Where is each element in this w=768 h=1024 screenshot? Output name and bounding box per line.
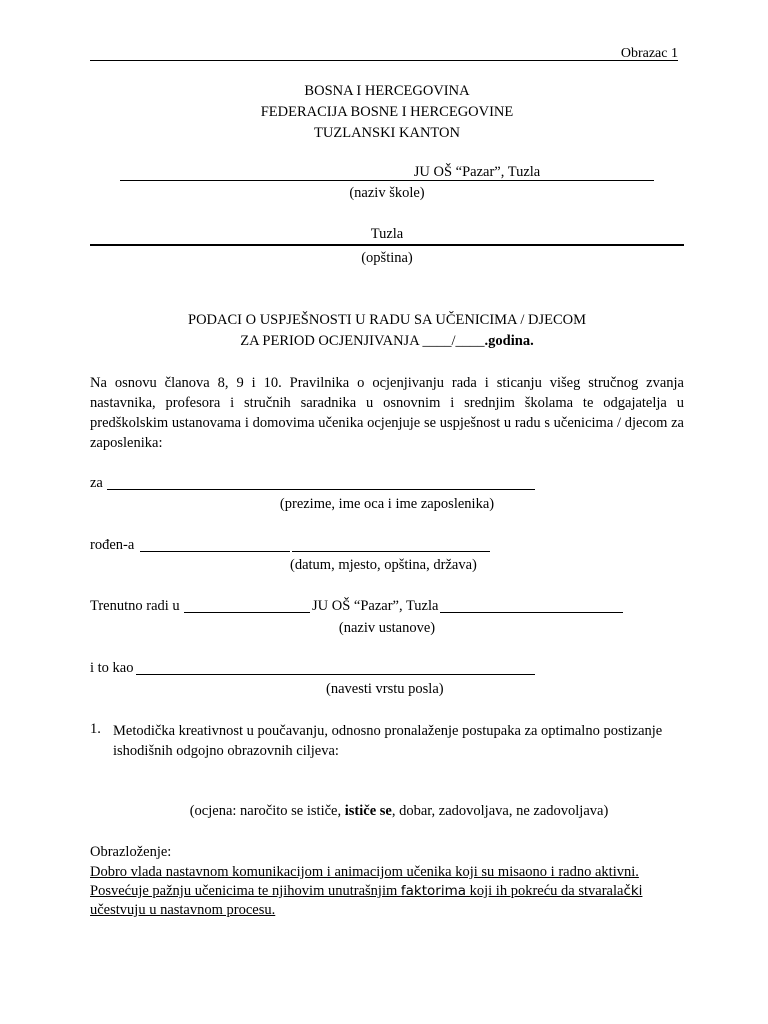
position-caption: (navesti vrstu posla)	[326, 681, 444, 697]
workplace-caption: (naziv ustanove)	[338, 620, 436, 636]
justification-label: Obrazloženje:	[90, 844, 172, 860]
header-canton: TUZLANSKI KANTON	[314, 125, 460, 141]
school-value	[120, 164, 768, 181]
justification-line-2b: faktorima	[400, 883, 466, 899]
rating-selected: ističe se	[344, 803, 392, 819]
document-title	[90, 310, 684, 352]
municipality-caption: (opština)	[361, 250, 413, 266]
header-country: BOSNA I HERCEGOVINA	[304, 83, 470, 99]
intro-paragraph: Na osnovu članova 8, 9 i 10. Pravilnika o ocjenjivanju rada i sticanju višeg stručnog zvanja nastavnika, profesora i stručnih saradnika u osnovnim i srednjim školama te odgajatelja u predškolskim ustanovama i domovima učenika ocjenjuje se uspješnost u radu s učenicima / djecom za zaposlenika:	[90, 375, 684, 451]
birth-date-field[interactable]	[140, 551, 290, 552]
municipality-value: Tuzla	[370, 226, 404, 242]
employee-caption: (prezime, ime oca i ime zaposlenika)	[279, 496, 495, 512]
justification-line-3: učestvuju u nastavnom procesu.	[90, 902, 276, 918]
workplace-label: Trenutno radi u	[90, 598, 180, 614]
school-name: JU OŠ “Pazar”, Tuzla	[413, 164, 541, 180]
rating-suffix: , dobar, zadovoljava, ne zadovoljava)	[391, 803, 609, 819]
justification-line-2d: čki	[623, 883, 643, 899]
employee-name-field[interactable]	[107, 489, 535, 490]
justification-line-2a: Posvećuje pažnju učenicima te njihovim unutrašnjim	[90, 883, 401, 899]
title-year-suffix: .godina.	[484, 333, 534, 349]
header-federation: FEDERACIJA BOSNE I HERCEGOVINE	[260, 104, 514, 120]
birth-label: rođen-a	[90, 537, 135, 553]
justification-text	[90, 863, 710, 920]
top-rule	[90, 60, 678, 61]
rating-prefix: (ocjena: naročito se ističe,	[189, 803, 345, 819]
birth-caption: (datum, mjesto, opština, država)	[290, 557, 477, 573]
justification-line-2c: koji ih pokreću da stvarala	[466, 883, 624, 899]
header-block	[90, 81, 684, 144]
title-line-1: PODACI O USPJEŠNOSTI U RADU SA UČENICIMA / DJECOM	[188, 312, 586, 328]
title-period: ZA PERIOD OCJENJIVANJA ____/____	[240, 333, 485, 349]
municipality-line	[90, 244, 684, 246]
rating-line	[90, 803, 708, 820]
position-field[interactable]	[136, 674, 535, 675]
position-label: i to kao	[90, 660, 134, 676]
workplace-name: JU OŠ “Pazar”, Tuzla	[312, 598, 439, 614]
title-line-2	[90, 331, 684, 352]
justification-line-2	[90, 882, 710, 901]
employee-label: za	[90, 475, 103, 491]
form-label: Obrazac 1	[620, 46, 678, 61]
justification-line-1: Dobro vlada nastavnom komunikacijom i animacijom učenika koji su misaono i radno aktivni.	[90, 864, 639, 880]
school-caption: (naziv škole)	[349, 185, 425, 201]
workplace-value	[310, 598, 440, 615]
item-1-text: Metodička kreativnost u poučavanju, odnosno pronalaženje postupaka za optimalno postizanje ishodišnih odgojno obrazovnih ciljeva:	[113, 723, 663, 759]
birth-place-field[interactable]	[292, 551, 490, 552]
item-1-number: 1.	[90, 721, 101, 737]
